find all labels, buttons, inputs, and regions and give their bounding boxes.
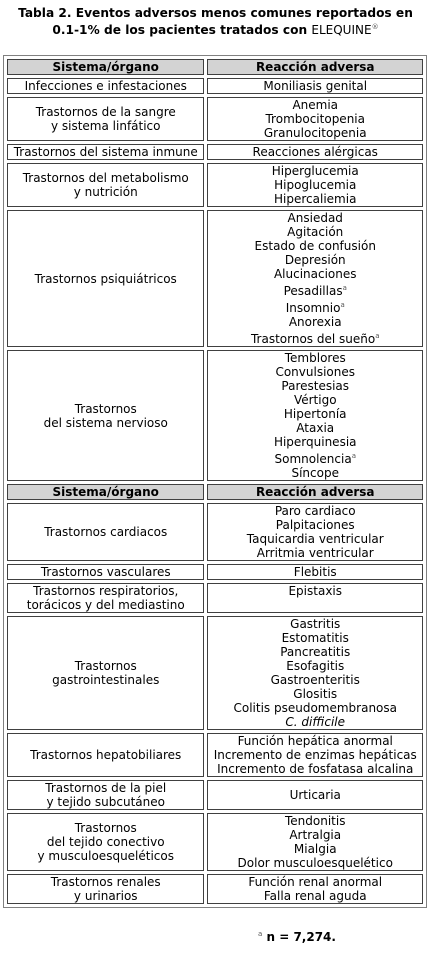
table-row	[7, 97, 423, 141]
reaction-text: Trombocitopenia	[265, 112, 365, 126]
table-row	[7, 350, 423, 481]
reaction-item	[208, 253, 422, 267]
organ-cell	[7, 583, 204, 613]
reaction-text: Vértigo	[293, 393, 337, 407]
reaction-item	[208, 351, 422, 365]
organ-text: del tejido conectivo	[46, 835, 165, 849]
adverse-events-table	[3, 55, 427, 908]
reaction-text: Anemia	[292, 98, 339, 112]
organ-text: y musculoesqueléticos	[37, 849, 174, 863]
organ-cell	[7, 97, 204, 141]
registered-mark: ®	[371, 23, 379, 31]
organ-text: Trastornos	[74, 401, 137, 416]
reaction-text: Hipertonía	[283, 407, 347, 421]
organ-cell	[7, 144, 204, 160]
reaction-text: Paro cardiaco	[274, 504, 356, 518]
reaction-cell	[207, 97, 423, 141]
organ-cell	[7, 210, 204, 347]
reaction-text: Artralgia	[289, 828, 342, 842]
reaction-text: Hiperglucemia	[271, 164, 359, 178]
reaction-item	[208, 875, 422, 889]
reaction-item	[208, 889, 422, 903]
footnote-marker: a	[342, 284, 347, 292]
organ-cell	[7, 503, 204, 561]
reaction-text: Alucinaciones	[273, 267, 357, 281]
product-name: ELEQUINE	[311, 23, 372, 38]
reaction-item	[208, 126, 422, 140]
reaction-text: Pesadillas	[283, 284, 343, 298]
table-row	[7, 564, 423, 580]
reaction-text: Granulocitopenia	[263, 126, 367, 140]
organ-cell	[7, 874, 204, 904]
reaction-cell	[207, 583, 423, 613]
reaction-item	[208, 687, 422, 701]
reaction-text: Insomnio	[285, 301, 341, 315]
organ-text: y nutrición	[73, 185, 138, 199]
organ-text: Trastornos renales	[50, 875, 161, 889]
reaction-item	[208, 659, 422, 673]
reaction-item	[208, 748, 422, 762]
organ-cell	[7, 733, 204, 777]
reaction-item	[208, 788, 422, 802]
reaction-item	[208, 584, 422, 598]
reaction-text: Mialgia	[293, 842, 337, 856]
reaction-item	[208, 449, 422, 466]
reaction-cell	[207, 780, 423, 810]
reaction-text: Síncope	[291, 466, 339, 480]
reaction-text: Estomatitis	[281, 631, 349, 645]
table-row	[7, 733, 423, 777]
header-reaction: Reacción adversa	[207, 484, 423, 500]
footnote-marker: a	[340, 301, 345, 309]
footnote-marker: a	[375, 332, 380, 340]
reaction-cell	[207, 210, 423, 347]
reaction-text: Anorexia	[288, 315, 342, 329]
reaction-text: Incremento de enzimas hepáticas	[213, 748, 417, 762]
reaction-item	[208, 98, 422, 112]
organ-cell	[7, 780, 204, 810]
reaction-text: Convulsiones	[275, 365, 355, 379]
table-header-row	[7, 59, 423, 75]
reaction-item	[208, 518, 422, 532]
reaction-item	[208, 379, 422, 393]
footnote-text: n = 7,274.	[266, 930, 336, 944]
reaction-cell	[207, 78, 423, 94]
reaction-text: Hipercaliemia	[274, 192, 357, 206]
reaction-item	[208, 631, 422, 645]
table-caption	[4, 6, 427, 37]
reaction-text: Moniliasis genital	[263, 79, 368, 93]
reaction-text: Glositis	[293, 687, 338, 701]
reaction-item	[208, 856, 422, 870]
organ-text: Trastornos	[74, 821, 137, 835]
reaction-text: C. difficile	[285, 715, 346, 729]
reaction-item	[208, 145, 422, 159]
organ-text: torácicos y del mediastino	[26, 598, 185, 612]
reaction-item	[208, 192, 422, 206]
reaction-item	[208, 466, 422, 480]
organ-text: Trastornos vasculares	[40, 565, 171, 579]
organ-text: y sistema linfático	[50, 119, 161, 133]
reaction-item	[208, 407, 422, 421]
header-organ: Sistema/órgano	[7, 484, 204, 500]
table-row	[7, 78, 423, 94]
caption-title: Tabla 2. Eventos adversos menos comunes reportados en 0.1-1% de los pacientes tratados con	[18, 6, 413, 38]
footnote-marker: a	[351, 452, 356, 460]
reaction-item	[208, 365, 422, 379]
table-row	[7, 813, 423, 871]
organ-text: Trastornos respiratorios,	[33, 584, 179, 598]
organ-cell	[7, 813, 204, 871]
reaction-cell	[207, 874, 423, 904]
reaction-item	[208, 329, 422, 346]
reaction-item	[208, 239, 422, 253]
reaction-text: Estado de confusión	[254, 239, 376, 253]
reaction-item	[208, 645, 422, 659]
reaction-text: Función renal anormal	[248, 875, 383, 889]
table-row	[7, 163, 423, 207]
reaction-item	[208, 762, 422, 776]
footnote	[258, 930, 336, 944]
organ-text: Trastornos cardiacos	[44, 525, 168, 539]
reaction-cell	[207, 350, 423, 481]
reaction-text: Palpitaciones	[275, 518, 355, 532]
reaction-text: Ansiedad	[287, 211, 343, 225]
reaction-item	[208, 715, 422, 729]
organ-text: Trastornos de la sangre	[35, 105, 176, 119]
reaction-item	[208, 565, 422, 579]
reaction-text: Urticaria	[289, 788, 341, 802]
reaction-item	[208, 814, 422, 828]
reaction-text: Temblores	[284, 351, 346, 365]
reaction-cell	[207, 616, 423, 730]
reaction-item	[208, 421, 422, 435]
reaction-text: Función hepática anormal	[237, 734, 393, 748]
reaction-item	[208, 211, 422, 225]
reaction-item	[208, 225, 422, 239]
table-row	[7, 874, 423, 904]
reaction-text: Parestesias	[281, 379, 350, 393]
table-row	[7, 616, 423, 730]
table-row	[7, 780, 423, 810]
reaction-item	[208, 315, 422, 329]
table-row	[7, 583, 423, 613]
footnote-mark: a	[258, 930, 263, 938]
reaction-text: Tendonitis	[285, 814, 346, 828]
reaction-cell	[207, 503, 423, 561]
reaction-text: Gastritis	[290, 617, 341, 631]
table-row	[7, 210, 423, 347]
reaction-cell	[207, 564, 423, 580]
reaction-text: Agitación	[287, 225, 344, 239]
reaction-text: Esofagitis	[286, 659, 345, 673]
reaction-item	[208, 298, 422, 315]
reaction-item	[208, 267, 422, 281]
organ-text: Trastornos del metabolismo	[22, 171, 189, 185]
organ-text: y urinarios	[73, 889, 138, 903]
reaction-item	[208, 164, 422, 178]
reaction-item	[208, 435, 422, 449]
organ-cell	[7, 78, 204, 94]
reaction-text: Falla renal aguda	[263, 889, 367, 903]
reaction-text: Reacciones alérgicas	[252, 145, 378, 159]
reaction-text: Hipoglucemia	[274, 178, 357, 192]
reaction-text: Gastroenteritis	[270, 673, 360, 687]
organ-text: Trastornos psiquiátricos	[34, 271, 177, 286]
reaction-text: Hiperquinesia	[273, 435, 357, 449]
header-organ: Sistema/órgano	[7, 59, 204, 75]
reaction-text: Taquicardia ventricular	[246, 532, 384, 546]
reaction-text: Colitis pseudomembranosa	[233, 701, 397, 715]
table-row	[7, 144, 423, 160]
reaction-item	[208, 112, 422, 126]
reaction-item	[208, 79, 422, 93]
reaction-item	[208, 617, 422, 631]
organ-cell	[7, 163, 204, 207]
reaction-text: Ataxia	[296, 421, 335, 435]
reaction-cell	[207, 163, 423, 207]
reaction-text: Arritmia ventricular	[256, 546, 374, 560]
reaction-item	[208, 842, 422, 856]
reaction-text: Dolor musculoesquelético	[237, 856, 393, 870]
organ-text: y tejido subcutáneo	[46, 795, 165, 809]
organ-cell	[7, 616, 204, 730]
organ-text: Trastornos del sistema inmune	[13, 145, 198, 159]
organ-cell	[7, 350, 204, 481]
reaction-item	[208, 828, 422, 842]
reaction-text: Somnolencia	[274, 452, 352, 466]
reaction-item	[208, 734, 422, 748]
organ-text: Infecciones e infestaciones	[24, 79, 187, 93]
reaction-item	[208, 393, 422, 407]
organ-text: Trastornos	[74, 659, 137, 673]
header-reaction: Reacción adversa	[207, 59, 423, 75]
reaction-cell	[207, 813, 423, 871]
organ-cell	[7, 564, 204, 580]
reaction-item	[208, 281, 422, 298]
reaction-cell	[207, 733, 423, 777]
reaction-item	[208, 532, 422, 546]
table-header-row	[7, 484, 423, 500]
reaction-text: Pancreatitis	[280, 645, 351, 659]
reaction-text: Trastornos del sueño	[250, 332, 376, 346]
reaction-item	[208, 673, 422, 687]
reaction-text: Flebitis	[293, 565, 337, 579]
reaction-text: Depresión	[284, 253, 346, 267]
organ-text: del sistema nervioso	[43, 415, 168, 430]
reaction-item	[208, 546, 422, 560]
reaction-text: Incremento de fosfatasa alcalina	[217, 762, 414, 776]
reaction-item	[208, 178, 422, 192]
organ-text: Trastornos hepatobiliares	[30, 748, 182, 762]
reaction-item	[208, 504, 422, 518]
reaction-cell	[207, 144, 423, 160]
reaction-text: Epistaxis	[288, 584, 342, 598]
organ-text: Trastornos de la piel	[45, 781, 167, 795]
organ-text: gastrointestinales	[52, 673, 160, 687]
reaction-item	[208, 701, 422, 715]
table-row	[7, 503, 423, 561]
